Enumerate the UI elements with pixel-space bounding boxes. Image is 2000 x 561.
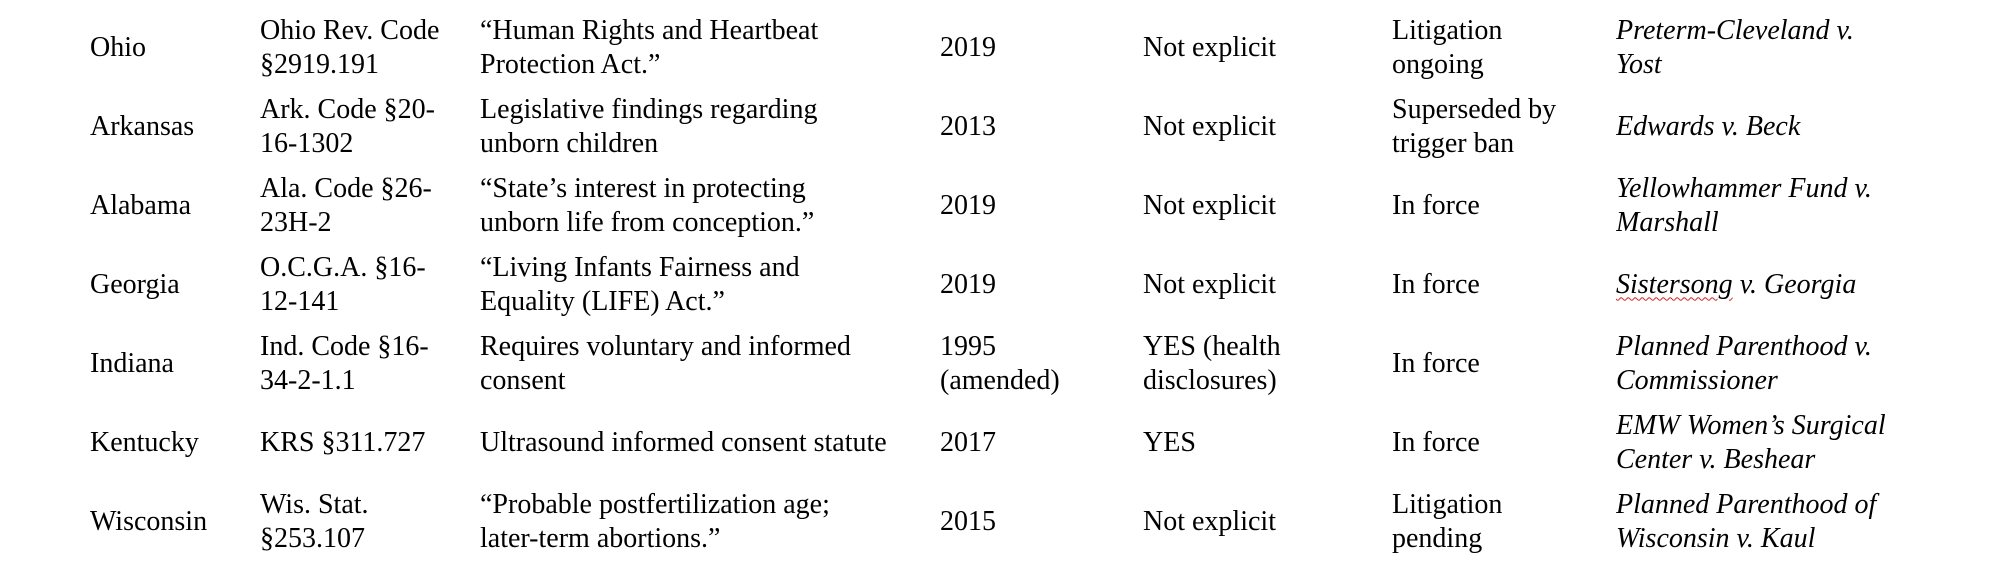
description-line: Equality (LIFE) Act.” — [480, 285, 725, 317]
case-line: Marshall — [1616, 206, 1719, 238]
year-line: 2019 — [940, 189, 996, 221]
status-cell — [1392, 87, 1616, 166]
state-name: Ohio — [90, 31, 146, 63]
state-name: Wisconsin — [90, 505, 208, 537]
table-row — [90, 324, 1956, 403]
state-cell — [90, 482, 260, 561]
code-line: Ohio Rev. Code — [260, 14, 440, 46]
case-cell — [1616, 482, 1956, 561]
code-cell — [260, 482, 480, 561]
state-cell — [90, 8, 260, 87]
code-line: Wis. Stat. — [260, 488, 369, 520]
state-cell — [90, 87, 260, 166]
case-line: EMW Women’s Surgical — [1616, 409, 1886, 441]
status-line: Litigation — [1392, 14, 1503, 46]
code-line: 16-1302 — [260, 127, 354, 159]
description-line: Ultrasound informed consent statute — [480, 426, 887, 458]
code-line: §2919.191 — [260, 48, 379, 80]
year-line: 2019 — [940, 31, 996, 63]
table-row — [90, 482, 1956, 561]
description-line: later-term abortions.” — [480, 522, 721, 554]
explicit-cell — [1143, 403, 1392, 482]
state-name: Georgia — [90, 268, 180, 300]
code-cell — [260, 403, 480, 482]
description-line: “Human Rights and Heartbeat — [480, 14, 819, 46]
code-line: KRS §311.727 — [260, 426, 426, 458]
description-line: Protection Act.” — [480, 48, 661, 80]
year-cell — [940, 87, 1143, 166]
year-cell — [940, 324, 1143, 403]
description-cell — [480, 87, 940, 166]
case-line: Yost — [1616, 48, 1662, 80]
year-line: (amended) — [940, 364, 1060, 396]
year-line: 2015 — [940, 505, 996, 537]
state-cell — [90, 324, 260, 403]
state-cell — [90, 403, 260, 482]
explicit-cell — [1143, 166, 1392, 245]
case-cell — [1616, 87, 1956, 166]
status-cell — [1392, 245, 1616, 324]
status-cell — [1392, 166, 1616, 245]
code-cell — [260, 245, 480, 324]
case-line: Preterm-Cleveland v. — [1616, 14, 1854, 46]
explicit-cell — [1143, 245, 1392, 324]
description-cell — [480, 482, 940, 561]
case-cell — [1616, 324, 1956, 403]
case-line: Yellowhammer Fund v. — [1616, 172, 1872, 204]
status-line: In force — [1392, 268, 1480, 300]
status-line: trigger ban — [1392, 127, 1515, 159]
description-line: Legislative findings regarding — [480, 93, 818, 125]
state-name: Indiana — [90, 347, 174, 379]
case-line: Center v. Beshear — [1616, 443, 1816, 475]
description-line: Requires voluntary and informed — [480, 330, 851, 362]
table-row — [90, 8, 1956, 87]
description-line: consent — [480, 364, 566, 396]
status-line: ongoing — [1392, 48, 1484, 80]
explicit-line: disclosures) — [1143, 364, 1277, 396]
year-line: 1995 — [940, 330, 996, 362]
description-cell — [480, 245, 940, 324]
explicit-line: Not explicit — [1143, 505, 1276, 537]
status-line: pending — [1392, 522, 1483, 554]
year-cell — [940, 8, 1143, 87]
status-line: Litigation — [1392, 488, 1503, 520]
explicit-cell — [1143, 324, 1392, 403]
case-cell — [1616, 403, 1956, 482]
description-line: “Living Infants Fairness and — [480, 251, 800, 283]
status-cell — [1392, 324, 1616, 403]
code-line: 34-2-1.1 — [260, 364, 356, 396]
year-cell — [940, 482, 1143, 561]
code-line: Ind. Code §16- — [260, 330, 429, 362]
status-line: In force — [1392, 347, 1480, 379]
code-line: Ark. Code §20- — [260, 93, 435, 125]
code-line: Ala. Code §26- — [260, 172, 432, 204]
code-cell — [260, 87, 480, 166]
case-line: Planned Parenthood v. — [1616, 330, 1872, 362]
explicit-line: Not explicit — [1143, 31, 1276, 63]
code-line: §253.107 — [260, 522, 365, 554]
statute-table — [90, 8, 1956, 561]
year-line: 2013 — [940, 110, 996, 142]
description-line: “State’s interest in protecting — [480, 172, 806, 204]
case-line: v. Georgia — [1732, 268, 1857, 300]
state-name: Alabama — [90, 189, 192, 221]
status-line: In force — [1392, 426, 1480, 458]
table-row — [90, 245, 1956, 324]
description-cell — [480, 324, 940, 403]
explicit-cell — [1143, 8, 1392, 87]
explicit-line: Not explicit — [1143, 268, 1276, 300]
case-line: Planned Parenthood of — [1616, 488, 1877, 520]
year-cell — [940, 403, 1143, 482]
case-line: Wisconsin v. Kaul — [1616, 522, 1816, 554]
case-line: Commissioner — [1616, 364, 1778, 396]
table-row — [90, 403, 1956, 482]
code-cell — [260, 324, 480, 403]
spellcheck-flagged-word[interactable]: Sistersong — [1616, 268, 1733, 300]
year-line: 2017 — [940, 426, 996, 458]
case-cell — [1616, 8, 1956, 87]
code-line: 23H-2 — [260, 206, 332, 238]
code-cell — [260, 8, 480, 87]
table-row — [90, 87, 1956, 166]
explicit-cell — [1143, 87, 1392, 166]
case-cell — [1616, 166, 1956, 245]
status-line: In force — [1392, 189, 1480, 221]
explicit-line: YES — [1143, 426, 1196, 458]
status-cell — [1392, 8, 1616, 87]
state-name: Arkansas — [90, 110, 195, 142]
state-cell — [90, 166, 260, 245]
state-name: Kentucky — [90, 426, 199, 458]
year-cell — [940, 245, 1143, 324]
description-line: unborn children — [480, 127, 659, 159]
description-cell — [480, 8, 940, 87]
status-line: Superseded by — [1392, 93, 1557, 125]
year-cell — [940, 166, 1143, 245]
explicit-cell — [1143, 482, 1392, 561]
code-cell — [260, 166, 480, 245]
code-line: 12-141 — [260, 285, 340, 317]
description-line: “Probable postfertilization age; — [480, 488, 830, 520]
year-line: 2019 — [940, 268, 996, 300]
explicit-line: Not explicit — [1143, 110, 1276, 142]
code-line: O.C.G.A. §16- — [260, 251, 426, 283]
status-cell — [1392, 403, 1616, 482]
explicit-line: Not explicit — [1143, 189, 1276, 221]
description-line: unborn life from conception.” — [480, 206, 815, 238]
table-row — [90, 166, 1956, 245]
status-cell — [1392, 482, 1616, 561]
case-cell — [1616, 245, 1956, 324]
explicit-line: YES (health — [1143, 330, 1281, 362]
description-cell — [480, 403, 940, 482]
description-cell — [480, 166, 940, 245]
case-line: Edwards v. Beck — [1616, 110, 1801, 142]
state-cell — [90, 245, 260, 324]
